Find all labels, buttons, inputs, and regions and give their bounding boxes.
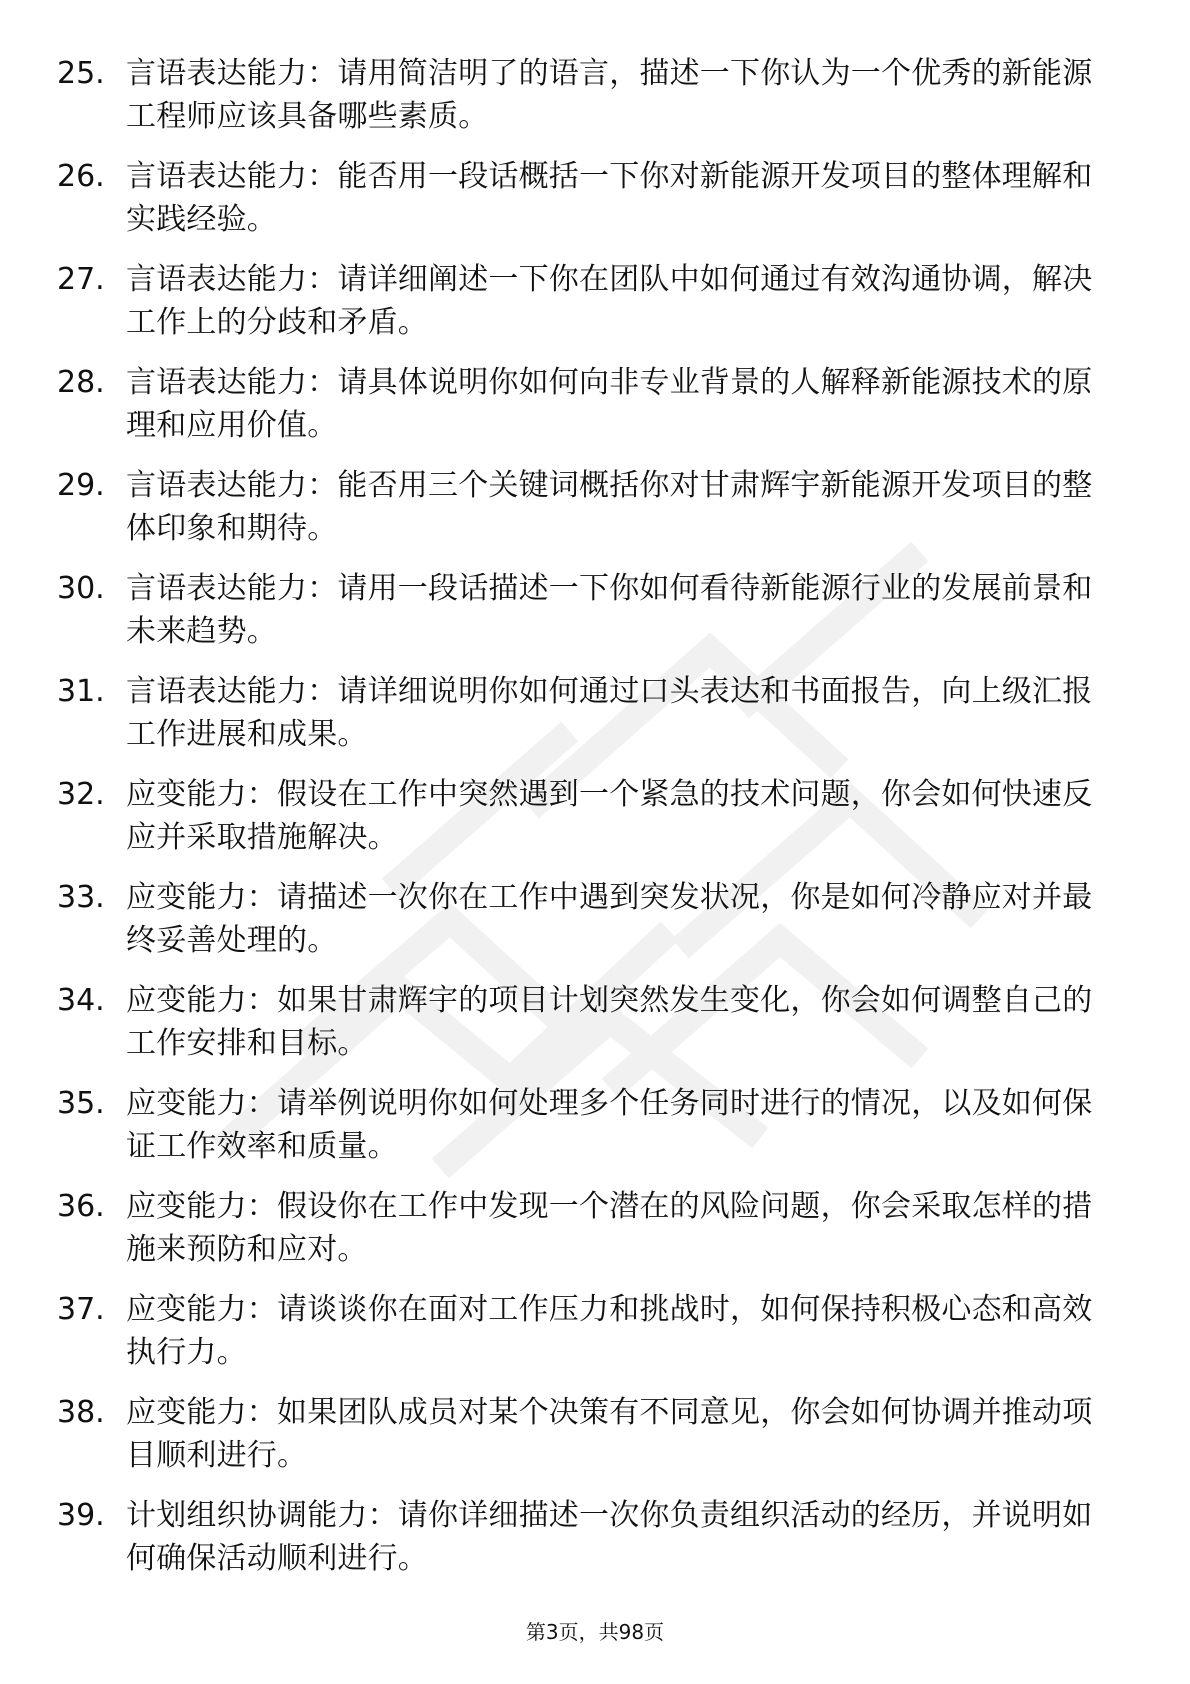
- question-number: 36.: [57, 1189, 105, 1224]
- question-item: [57, 1391, 1117, 1477]
- question-text: 言语表达能力：能否用三个关键词概括你对甘肃辉宇新能源开发项目的整体印象和期待。: [126, 468, 1093, 546]
- question-text: 计划组织协调能力：请你详细描述一次你负责组织活动的经历，并说明如何确保活动顺利进行。: [126, 1498, 1093, 1576]
- question-item: [57, 1494, 1117, 1580]
- question-text: 言语表达能力：请详细阐述一下你在团队中如何通过有效沟通协调，解决工作上的分歧和矛盾。: [126, 262, 1093, 340]
- question-item: [57, 464, 1117, 550]
- question-number: 31.: [57, 674, 105, 709]
- question-item: [57, 1185, 1117, 1271]
- question-text: 言语表达能力：请用一段话描述一下你如何看待新能源行业的发展前景和未来趋势。: [126, 571, 1093, 649]
- question-item: [57, 773, 1117, 859]
- question-number: 37.: [57, 1292, 105, 1327]
- page-footer: 第3页，共98页: [525, 1620, 665, 1644]
- question-text: 言语表达能力：请详细说明你如何通过口头表达和书面报告，向上级汇报工作进展和成果。: [126, 674, 1093, 752]
- question-text: 应变能力：如果团队成员对某个决策有不同意见，你会如何协调并推动项目顺利进行。: [126, 1395, 1093, 1473]
- question-number: 27.: [57, 262, 105, 297]
- question-text: 应变能力：请谈谈你在面对工作压力和挑战时，如何保持积极心态和高效执行力。: [126, 1292, 1093, 1370]
- question-item: [57, 52, 1117, 138]
- question-item: [57, 1288, 1117, 1374]
- question-number: 35.: [57, 1086, 105, 1121]
- question-text: 应变能力：假设在工作中突然遇到一个紧急的技术问题，你会如何快速反应并采取措施解决。: [126, 777, 1093, 855]
- question-number: 26.: [57, 159, 105, 194]
- question-number: 39.: [57, 1498, 105, 1533]
- question-list: [57, 52, 1117, 1597]
- question-item: [57, 876, 1117, 962]
- question-item: [57, 1082, 1117, 1168]
- question-text: 言语表达能力：能否用一段话概括一下你对新能源开发项目的整体理解和实践经验。: [126, 159, 1093, 237]
- question-item: [57, 567, 1117, 653]
- question-text: 应变能力：如果甘肃辉宇的项目计划突然发生变化，你会如何调整自己的工作安排和目标。: [126, 983, 1093, 1061]
- question-number: 25.: [57, 56, 105, 91]
- question-item: [57, 258, 1117, 344]
- question-item: [57, 155, 1117, 241]
- question-text: 言语表达能力：请用简洁明了的语言，描述一下你认为一个优秀的新能源工程师应该具备哪些素质。: [126, 56, 1093, 134]
- question-text: 应变能力：假设你在工作中发现一个潜在的风险问题，你会采取怎样的措施来预防和应对。: [126, 1189, 1093, 1267]
- question-text: 言语表达能力：请具体说明你如何向非专业背景的人解释新能源技术的原理和应用价值。: [126, 365, 1093, 443]
- question-text: 应变能力：请描述一次你在工作中遇到突发状况，你是如何冷静应对并最终妥善处理的。: [126, 880, 1093, 958]
- question-number: 30.: [57, 571, 105, 606]
- question-number: 34.: [57, 983, 105, 1018]
- question-number: 33.: [57, 880, 105, 915]
- question-number: 32.: [57, 777, 105, 812]
- question-number: 38.: [57, 1395, 105, 1430]
- question-item: [57, 361, 1117, 447]
- question-number: 28.: [57, 365, 105, 400]
- question-number: 29.: [57, 468, 105, 503]
- question-item: [57, 979, 1117, 1065]
- question-item: [57, 670, 1117, 756]
- question-text: 应变能力：请举例说明你如何处理多个任务同时进行的情况，以及如何保证工作效率和质量。: [126, 1086, 1093, 1164]
